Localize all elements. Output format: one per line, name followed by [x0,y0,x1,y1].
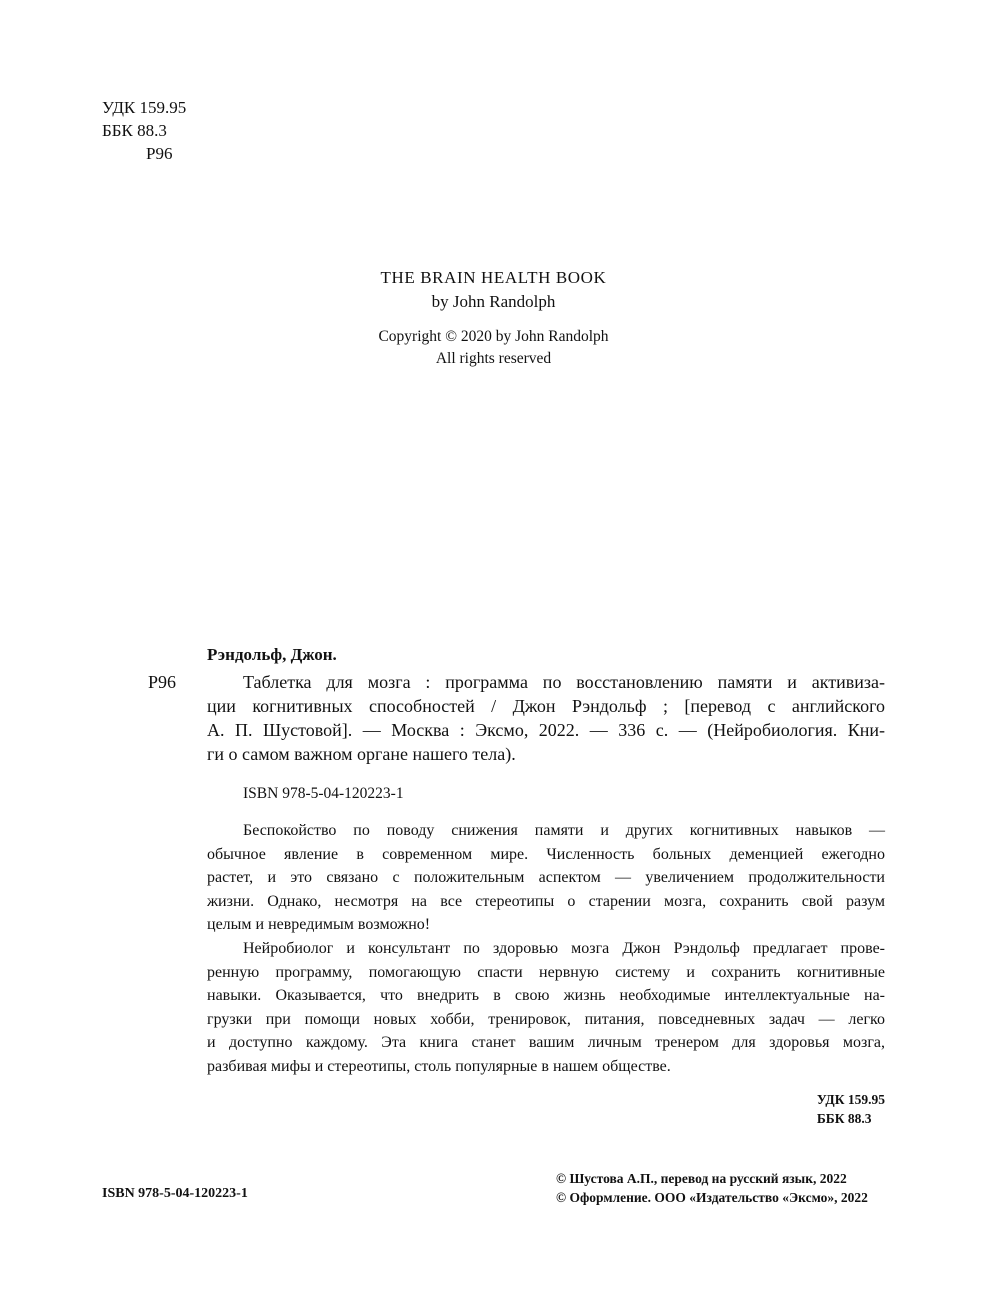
record-author-mark: Р96 [148,672,177,692]
description-line: ции когнитивных способностей / Джон Рэндольф ; [перевод с английского [207,696,885,716]
bibliographic-description [207,670,885,766]
description-line: А. П. Шустовой]. — Москва : Эксмо, 2022. — 336 с. — (Нейробиология. Кни- [207,720,885,740]
original-copyright-block [0,326,987,370]
original-title-block [0,266,987,314]
classification-top [102,96,186,165]
annotation-line: жизни. Однако, несмотря на все стереотипы о старении мозга, сохранить свой разум [207,892,885,910]
annotation-line: целым и невредимым возможно! [207,916,431,934]
annotation-line: растет, и это связано с положительным аспектом — увеличением продолжительности [207,869,885,887]
author-heading: Рэндольф, Джон. [207,645,337,664]
record-isbn: ISBN 978-5-04-120223-1 [243,785,404,802]
footer-isbn: ISBN 978-5-04-120223-1 [102,1186,248,1201]
author-mark: Р96 [146,144,173,163]
original-copyright: Copyright © 2020 by John Randolph [378,328,609,345]
footer-copyright [556,1169,868,1207]
description-line: ги о самом важном органе нашего тела). [207,744,516,764]
rights-reserved: All rights reserved [435,350,552,367]
annotation-line: Беспокойство по поводу снижения памяти и других когнитивных навыков — [243,822,885,839]
original-byline: by John Randolph [431,292,556,311]
annotation-line: ренную программу, помогающую спасти нервную систему и сохранить когнитивные [207,963,885,981]
annotation [207,819,885,1079]
annotation-line: разбивая мифы и стереотипы, столь популярные в нашем обществе. [207,1057,671,1075]
udk-code: УДК 159.95 [102,98,187,117]
annotation-line: грузки при помощи новых хобби, тренировок, питания, повседневных задач — легко [207,1010,885,1028]
bbk-code: ББК 88.3 [102,121,167,140]
copyright-translation: © Шустова А.П., перевод на русский язык, 2022 [556,1171,847,1186]
udk-code-bottom: УДК 159.95 [816,1092,885,1107]
annotation-line: и доступно каждому. Эта книга станет вашим личным тренером для здоровья мозга, [207,1034,885,1052]
bbk-code-bottom: ББК 88.3 [816,1111,872,1126]
annotation-line: Нейробиолог и консультант по здоровью мозга Джон Рэндольф предлагает прове- [243,939,885,957]
annotation-line: обычное явление в современном мире. Численность больных деменцией ежегодно [207,845,885,863]
original-title: THE BRAIN HEALTH BOOK [380,268,607,287]
annotation-line: навыки. Оказывается, что внедрить в свою жизнь необходимые интеллектуальные на- [207,987,885,1005]
copyright-design: © Оформление. ООО «Издательство «Эксмо», 2022 [556,1190,868,1205]
description-line: Таблетка для мозга : программа по восстановлению памяти и активиза- [243,672,885,692]
classification-bottom [817,1090,885,1128]
